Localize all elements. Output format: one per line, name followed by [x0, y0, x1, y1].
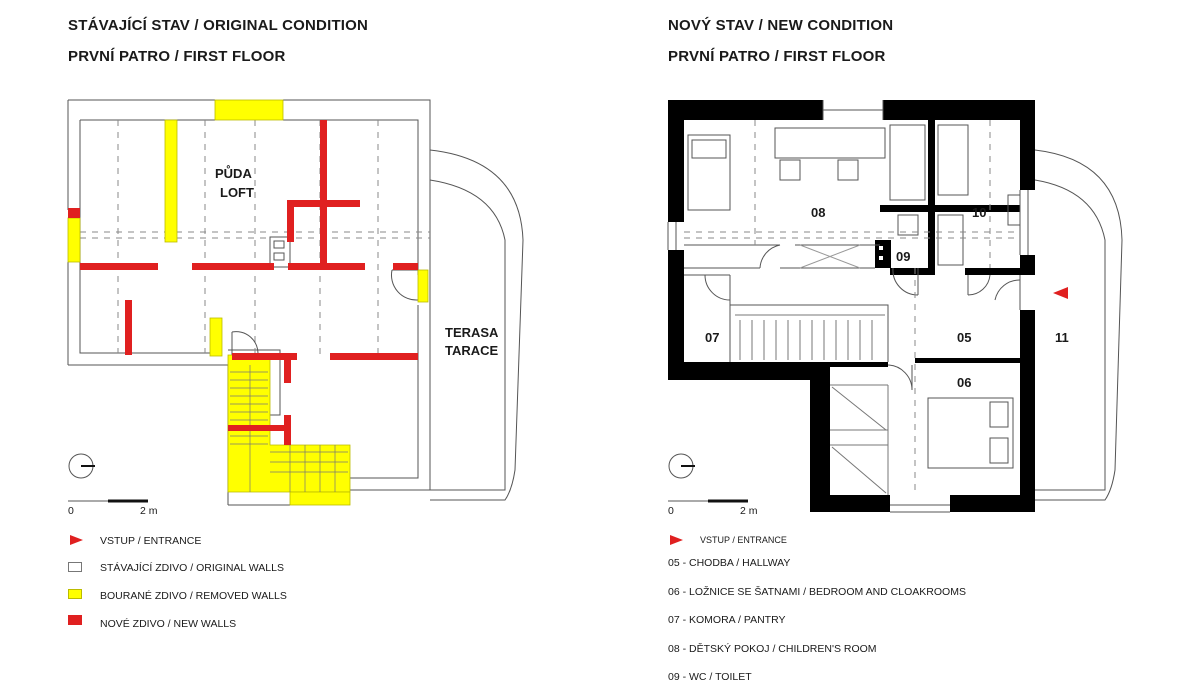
left-subtitle: PRVNÍ PATRO / FIRST FLOOR — [68, 48, 286, 65]
room-06-label: 06 — [957, 375, 972, 390]
legend-new-walls: NOVÉ ZDIVO / NEW WALLS — [100, 618, 237, 630]
room-09-label: 09 — [896, 249, 911, 264]
right-title: NOVÝ STAV / NEW CONDITION — [668, 17, 894, 34]
room-05-label: 05 — [957, 330, 972, 345]
thick-walls — [668, 100, 1035, 512]
loft-label-en: LOFT — [220, 185, 254, 200]
left-title: STÁVAJÍCÍ STAV / ORIGINAL CONDITION — [68, 17, 369, 34]
room-08-label: 08 — [811, 205, 826, 220]
legend-original-walls: STÁVAJÍCÍ ZDIVO / ORIGINAL WALLS — [100, 562, 284, 574]
room-list-05: 05 - CHODBA / HALLWAY — [668, 557, 791, 569]
right-scale-zero-label: 0 — [668, 505, 674, 517]
room-07-label: 07 — [705, 330, 720, 345]
right-subtitle: PRVNÍ PATRO / FIRST FLOOR — [668, 48, 886, 65]
entrance-marker-icon — [1053, 287, 1068, 299]
legend-removed-walls: BOURANÉ ZDIVO / REMOVED WALLS — [100, 590, 287, 602]
room-list-09: 09 - WC / TOILET — [668, 671, 752, 683]
room-list-06: 06 - LOŽNICE SE ŠATNAMI / BEDROOM AND CLOAKROOMS — [668, 586, 966, 598]
room-list-07: 07 - KOMORA / PANTRY — [668, 614, 786, 626]
terrace-label-en: TARACE — [445, 343, 499, 358]
right-scale-two-m-label: 2 m — [740, 505, 758, 517]
scale-zero-label: 0 — [68, 505, 74, 517]
loft-label-cz: PŮDA — [215, 166, 252, 181]
scale-two-m-label: 2 m — [140, 505, 158, 517]
room-10-label: 10 — [972, 205, 987, 220]
terrace-label-cz: TERASA — [445, 325, 499, 340]
room-list-08: 08 - DĚTSKÝ POKOJ / CHILDREN'S ROOM — [668, 643, 877, 655]
right-legend-entrance: VSTUP / ENTRANCE — [700, 535, 787, 545]
legend-entrance: VSTUP / ENTRANCE — [100, 535, 202, 547]
room-11-label: 11 — [1055, 330, 1069, 345]
right-entrance-arrow-icon — [670, 535, 683, 545]
